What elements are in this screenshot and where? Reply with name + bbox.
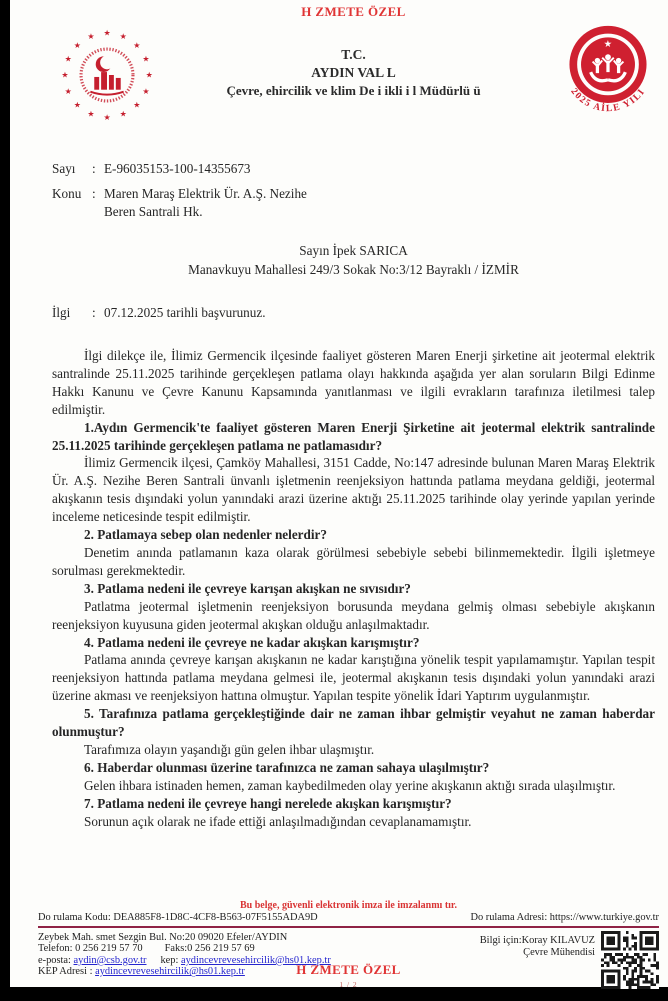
letterhead xyxy=(52,22,655,136)
question-paragraph: 2. Patlamaya sebep olan nedenler nelerdir? xyxy=(84,527,327,543)
svg-text:★: ★ xyxy=(119,31,127,41)
svg-text:★: ★ xyxy=(103,28,111,38)
sayi-label: Sayı xyxy=(52,161,76,176)
svg-text:★: ★ xyxy=(142,86,150,96)
svg-text:★: ★ xyxy=(87,109,95,119)
kep-link[interactable]: aydincevrevesehircilik@hs01.kep.tr xyxy=(180,954,331,966)
svg-text:★: ★ xyxy=(64,86,72,96)
svg-text:★: ★ xyxy=(103,112,111,122)
answer-paragraph: Denetim anında patlamanın kaza olarak görülmesi sebebiyle sebebi bilinmemektedir. İlgili işletmeye sorulması gerekmektedir. xyxy=(52,544,655,578)
recipient-block xyxy=(52,241,655,279)
answer-paragraph: İlimiz Germencik ilçesi, Çamköy Mahallesi, 3151 Cadde, No:147 adresinde bulunan Maren Maraş Elektrik Ür. A.Ş. Nezihe Beren Santrali ünvanlı işletmenin reenjeksiyon hattında patlama meydana geldiği, jeotermal akışkanın tesis dışındaki yolun yanındaki arazi üzerine aktığı 25.11.2025 tarihinde olay yerinde yapılan yerinde inceleme neticesinde tespit edilmiştir. xyxy=(52,455,655,525)
footer-divider xyxy=(38,926,659,928)
classification-banner-bottom: H ZMETE ÖZEL xyxy=(296,962,401,977)
svg-text:★: ★ xyxy=(119,109,127,119)
eposta-link[interactable]: aydin@csb.gov.tr xyxy=(73,954,147,966)
konu-label: Konu xyxy=(52,186,82,201)
sayi-row: Sayı : E-96035153-100-14355673 xyxy=(52,160,655,178)
aile-yili-2025-logo-icon xyxy=(555,22,661,128)
svg-text:★: ★ xyxy=(61,70,69,80)
answer-paragraph: Patlama anında çevreye karışan akışkanın ne kadar karıştığına yönelik tespit yapılamamıştır. Yapılan tespit reenjeksiyon hattında patlama meydana gelmesi ile, jeotermal akışkanın tesis dışındaki yolun yanındaki arazi üzerine akması ve reenjeksiyon hattına olmuştur. Yapılan tespite yönelik İdari Yaptırım uygulanmıştır. xyxy=(52,652,655,704)
document-meta xyxy=(52,160,655,221)
answer-paragraph: Tarafımıza olayın yaşandığı gün gelen ihbar ulaşmıştır. xyxy=(84,741,375,757)
document-page xyxy=(10,0,668,987)
svg-text:★: ★ xyxy=(133,100,141,110)
answer-paragraph: Patlatma jeotermal işletmenin reenjeksiyon borusunda meydana gelmiş olması sebebiyle akışkanın reenjeksiyon kuyusuna giden jeotermal akışkan olduğu anlaşılmaktadır. xyxy=(52,598,655,632)
verification-address: Do rulama Adresi: https://www.turkiye.gov.tr xyxy=(470,912,659,923)
eposta-label: e-posta: xyxy=(38,954,71,966)
svg-text:★: ★ xyxy=(87,31,95,41)
svg-text:★: ★ xyxy=(603,39,613,51)
svg-text:★: ★ xyxy=(73,40,81,50)
verification-code: Do rulama Kodu: DEA885F8-1D8C-4CF8-B563-07F5155ADA9D xyxy=(38,912,318,923)
konu-value: Maren Maraş Elektrik Ür. A.Ş. Nezihe Beren Santrali Hk. xyxy=(104,186,307,219)
answer-paragraph: İlgi dilekçe ile, İlimiz Germencik ilçesinde faaliyet gösteren Maren Enerji şirketine ait jeotermal elektrik santralinde 25.11.2025 tarihinde gerçekleşen patlama olayı hakkında aşağıda yer alan soruların Bilgi Edinme Hakkı Kanunu ve Çevre Kanunu Kapsamında yanıtlanması ve ilgili evrakların tarafınıza iletilmesi talep edilmiştir. xyxy=(52,348,655,417)
phone: Telefon: 0 256 219 57 70 xyxy=(38,943,143,955)
footer-columns xyxy=(38,932,659,989)
kep-label: kep: xyxy=(160,954,179,966)
body-text xyxy=(52,347,655,830)
question-paragraph: 5. Tarafınıza patlama gerçekleştiğinde dair ne zaman ihbar gelmiştir veyahut ne zaman haberdar olunmuştur? xyxy=(52,706,655,740)
ilgi-value: 07.12.2025 tarihli başvurunuz. xyxy=(104,305,266,320)
page-number: 1 / 2 xyxy=(339,980,358,989)
svg-text:★: ★ xyxy=(142,54,150,64)
ilgi-row: İlgi : 07.12.2025 tarihli başvurunuz. xyxy=(52,304,655,322)
svg-text:★: ★ xyxy=(133,40,141,50)
kep-adresi-link[interactable]: aydincevrevesehircilik@hs01.kep.tr xyxy=(95,966,245,978)
svg-text:★: ★ xyxy=(64,54,72,64)
sayi-value: E-96035153-100-14355673 xyxy=(104,161,251,176)
footer xyxy=(38,900,659,989)
ilgi-label: İlgi xyxy=(52,305,71,320)
letterhead-department: Çevre, ehircilik ve klim De i ikli i l Müdürlü ü xyxy=(226,83,481,98)
contact-person: Bilgi için:Koray KILAVUZ xyxy=(479,935,595,946)
answer-paragraph: Gelen ihbara istinaden hemen, zaman kaybedilmeden olay yerine akışkanın aktığı sırada ulaşılmıştır. xyxy=(84,777,616,793)
question-paragraph: 4. Patlama nedeni ile çevreye ne kadar akışkan karışmıştır? xyxy=(84,634,420,650)
svg-text:★: ★ xyxy=(145,70,153,80)
recipient-address: Manavkuyu Mahallesi 249/3 Sokak No:3/12 Bayraklı / İZMİR xyxy=(188,262,519,277)
letterhead-tc: T.C. xyxy=(341,47,366,62)
fax: Faks:0 256 219 57 69 xyxy=(164,943,255,955)
office-address: Zeybek Mah. smet Sezgin Bul. No:20 09020 Efeler/AYDIN xyxy=(38,932,288,943)
answer-paragraph: Sorunun açık olarak ne ifade ettiği anlaşılmadığından cevaplanamamıştır. xyxy=(84,813,472,829)
classification-banner-top: H ZMETE ÖZEL xyxy=(301,4,406,19)
contact-title: Çevre Mühendisi xyxy=(523,947,595,958)
verification-row xyxy=(38,912,659,924)
svg-text:★: ★ xyxy=(73,100,81,110)
question-paragraph: 6. Haberdar olunması üzerine tarafınızca ne zaman sahaya ulaşılmıştır? xyxy=(84,759,490,775)
e-signature-note: Bu belge, güvenli elektronik imza ile imzalanmı tır. xyxy=(240,900,457,911)
konu-row: Konu : Maren Maraş Elektrik Ür. A.Ş. Nezihe Beren Santrali Hk. xyxy=(52,185,655,221)
question-paragraph: 3. Patlama nedeni ile çevreye karışan akışkan ne sıvısıdır? xyxy=(84,580,411,596)
question-paragraph: 7. Patlama nedeni ile çevreye hangi nerelede akışkan karışmıştır? xyxy=(84,795,452,811)
aile-yili-curved-text: 2025 AİLE YILI xyxy=(568,86,648,115)
question-paragraph: 1.Aydın Germencik'te faaliyet gösteren Maren Enerji Şirketine ait jeotermal elektrik santralinde 25.11.2025 tarihinde gerçekleşen patlama ne patlamasıdır? xyxy=(52,419,655,453)
kep-adresi-label: KEP Adresi : xyxy=(38,966,93,978)
recipient-name: Sayın İpek SARICA xyxy=(299,243,408,258)
contact-info xyxy=(480,935,595,959)
letterhead-authority: AYDIN VAL L xyxy=(311,65,396,80)
ministry-seal-icon xyxy=(58,26,156,124)
